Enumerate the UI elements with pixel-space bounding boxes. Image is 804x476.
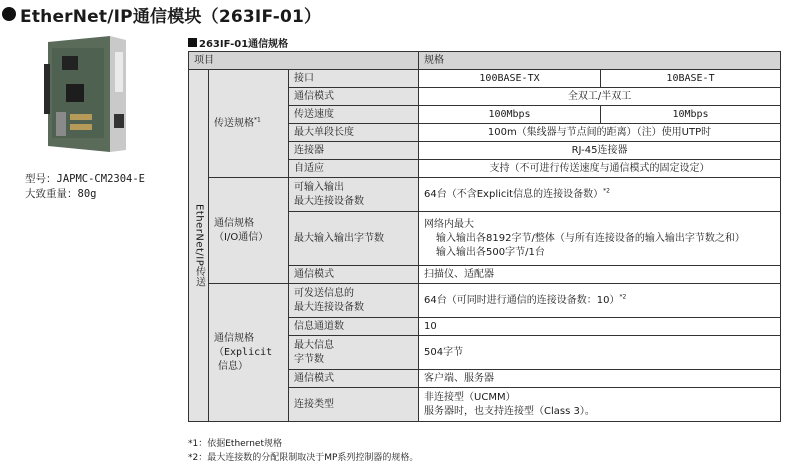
row-name bbox=[289, 178, 419, 212]
row-value: 客户端、服务器 bbox=[419, 370, 781, 388]
note-ref: *1 bbox=[254, 116, 261, 124]
group-io bbox=[209, 178, 289, 284]
row-value: 全双工/半双工 bbox=[419, 88, 781, 106]
row-name: 通信模式 bbox=[289, 266, 419, 284]
row-value-line: 非连接型（UCMM） bbox=[424, 391, 516, 403]
note-ref: *2 bbox=[603, 187, 610, 195]
page-title-text: EtherNet/IP通信模块（263IF-01） bbox=[20, 6, 322, 27]
row-value-line: 输入输出各8192字节/整体（与所有连接设备的输入输出字节数之和） bbox=[436, 232, 745, 244]
group-transmission-label: 传送规格 bbox=[214, 117, 254, 129]
row-name-line: 可发送信息的 bbox=[294, 287, 354, 299]
row-name-line: 最大连接设备数 bbox=[294, 195, 364, 207]
row-name: 最大单段长度 bbox=[289, 124, 419, 142]
table-row bbox=[189, 178, 781, 212]
row-name: 连接类型 bbox=[289, 388, 419, 422]
model-label: 型号： bbox=[25, 173, 57, 185]
row-name: 传送速度 bbox=[289, 106, 419, 124]
row-name-line: 字节数 bbox=[294, 353, 324, 365]
row-name bbox=[289, 284, 419, 318]
weight-value: 80g bbox=[77, 188, 97, 200]
group-explicit-label-3: 信息） bbox=[218, 360, 248, 372]
weight-label: 大致重量： bbox=[25, 188, 78, 200]
row-value: 100BASE-TX bbox=[419, 70, 601, 88]
row-value: 扫描仪、适配器 bbox=[419, 266, 781, 284]
group-io-label-1: 通信规格 bbox=[214, 217, 254, 229]
row-value: 100m（集线器与节点间的距离）（注）使用UTP时 bbox=[419, 124, 781, 142]
row-value bbox=[419, 284, 781, 318]
row-name: 自适应 bbox=[289, 160, 419, 178]
row-name bbox=[289, 336, 419, 370]
row-value-line: 服务器时，也支持连接型（Class 3）。 bbox=[424, 405, 595, 417]
row-value bbox=[419, 178, 781, 212]
square-bullet-icon bbox=[188, 38, 197, 47]
row-value-line: 输入输出各500字节/1台 bbox=[436, 246, 545, 258]
table-row bbox=[189, 284, 781, 318]
footnote-2: *2：最大连接数的分配限制取决于MP系列控制器的规格。 bbox=[188, 453, 419, 463]
row-value: 支持（不可进行传送速度与通信模式的固定设定） bbox=[419, 160, 781, 178]
row-value: 100Mbps bbox=[419, 106, 601, 124]
row-name-line: 最大信息 bbox=[294, 339, 334, 351]
row-value-text: 64台（可同时进行通信的连接设备数：10） bbox=[424, 294, 620, 306]
row-name-line: 可输入输出 bbox=[294, 181, 344, 193]
header-item: 项目 bbox=[189, 52, 419, 70]
header-spec: 规格 bbox=[419, 52, 781, 70]
row-value-line: 网络内最大 bbox=[424, 218, 475, 230]
row-name: 信息通道数 bbox=[289, 318, 419, 336]
table-title bbox=[188, 35, 288, 50]
group-io-label-2: （I/O通信） bbox=[214, 231, 269, 243]
group-explicit bbox=[209, 284, 289, 422]
group-explicit-label-1: 通信规格 bbox=[214, 332, 254, 344]
spec-table bbox=[188, 51, 781, 422]
row-value: 10BASE-T bbox=[601, 70, 781, 88]
page-title bbox=[2, 2, 321, 26]
note-ref: *2 bbox=[619, 293, 627, 301]
product-info bbox=[25, 172, 145, 202]
table-row bbox=[189, 70, 781, 88]
row-value: 10Mbps bbox=[601, 106, 781, 124]
row-name: 最大输入输出字节数 bbox=[289, 212, 419, 266]
row-value bbox=[419, 212, 781, 266]
row-value: 504字节 bbox=[419, 336, 781, 370]
table-title-text: 263IF-01通信规格 bbox=[199, 39, 289, 50]
row-name: 通信模式 bbox=[289, 88, 419, 106]
table-header-row bbox=[189, 52, 781, 70]
row-value bbox=[419, 388, 781, 422]
bullet-icon bbox=[2, 7, 16, 21]
row-value: 10 bbox=[419, 318, 781, 336]
footnotes bbox=[188, 437, 418, 465]
row-name: 接口 bbox=[289, 70, 419, 88]
group-explicit-label-2: （Explicit bbox=[214, 346, 273, 358]
model-value: JAPMC-CM2304-E bbox=[56, 173, 146, 185]
module-product-image bbox=[40, 34, 132, 154]
row-name: 通信模式 bbox=[289, 370, 419, 388]
footnote-1: *1：依据Ethernet规格 bbox=[188, 439, 282, 449]
row-value-text: 64台（不含Explicit信息的连接设备数） bbox=[424, 188, 604, 200]
group-transmission bbox=[209, 70, 289, 178]
vertical-label: EtherNet/IP传送 bbox=[189, 70, 209, 422]
row-name: 连接器 bbox=[289, 142, 419, 160]
row-name-line: 最大连接设备数 bbox=[294, 301, 364, 313]
row-value: RJ-45连接器 bbox=[419, 142, 781, 160]
